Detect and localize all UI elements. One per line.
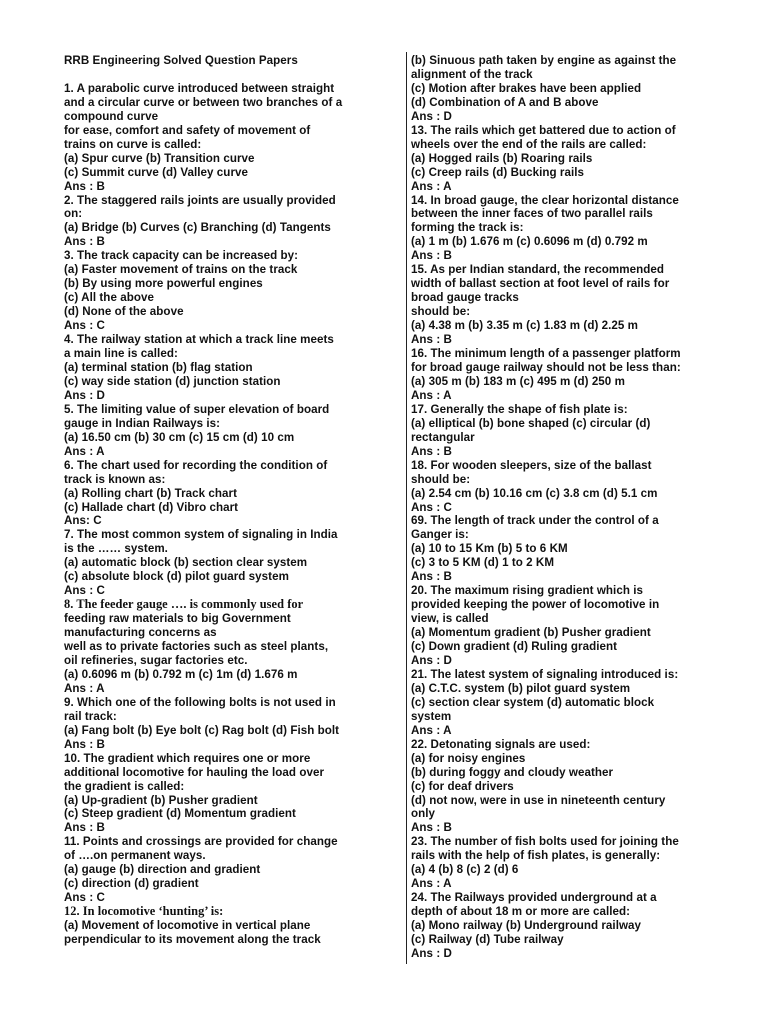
text-line: (a) C.T.C. system (b) pilot guard system xyxy=(411,681,631,695)
text-line: (c) absolute block (d) pilot guard system xyxy=(64,570,289,584)
text-line xyxy=(64,68,404,82)
text-line: should be: xyxy=(411,472,471,486)
text-line: Ans : A xyxy=(411,723,452,737)
text-line: (c) for deaf drivers xyxy=(411,779,514,793)
text-line: (c) Motion after brakes have been applied xyxy=(411,81,642,95)
text-line: 3. The track capacity can be increased by: xyxy=(64,249,299,263)
text-line: (a) automatic block (b) section clear system xyxy=(64,556,308,570)
text-line: 18. For wooden sleepers, size of the ballast xyxy=(411,458,652,472)
text-line: provided keeping the power of locomotive in xyxy=(411,598,660,612)
text-line: (c) Creep rails (d) Bucking rails xyxy=(411,165,585,179)
text-line: RRB Engineering Solved Question Papers xyxy=(64,54,298,67)
text-line: 9. Which one of the following bolts is not used in xyxy=(64,695,336,709)
text-line: Ans : A xyxy=(64,444,105,458)
text-line: (c) Railway (d) Tube railway xyxy=(411,933,564,947)
text-line: Ans : D xyxy=(411,653,452,667)
text-line: additional locomotive for hauling the load over xyxy=(64,765,325,779)
text-line: (b) during foggy and cloudy weather xyxy=(411,765,614,779)
text-line: (a) 2.54 cm (b) 10.16 cm (c) 3.8 cm (d) 5.1 cm xyxy=(411,486,658,500)
text-line: Ans : D xyxy=(411,109,452,123)
text-line: (c) 3 to 5 KM (d) 1 to 2 KM xyxy=(411,556,555,570)
text-line: 1. A parabolic curve introduced between straight xyxy=(64,81,335,95)
text-line: is the …… system. xyxy=(64,542,168,556)
text-line: (b) By using more powerful engines xyxy=(64,277,263,291)
text-line: 11. Points and crossings are provided for change xyxy=(64,835,338,849)
text-line: (a) Spur curve (b) Transition curve xyxy=(64,151,255,165)
text-line: 21. The latest system of signaling introduced is: xyxy=(411,667,679,681)
text-line: 10. The gradient which requires one or more xyxy=(64,751,311,765)
text-line: 24. The Railways provided underground at a xyxy=(411,891,657,905)
text-line: Ans : D xyxy=(411,947,452,960)
text-line: (a) Rolling chart (b) Track chart xyxy=(64,486,238,500)
text-line: (a) Hogged rails (b) Roaring rails xyxy=(411,151,593,165)
text-line: wheels over the end of the rails are called: xyxy=(411,137,647,151)
text-line: Ans : C xyxy=(64,319,105,333)
text-line: between the inner faces of two parallel rails xyxy=(411,207,653,221)
text-line: Ans : B xyxy=(64,737,105,751)
text-line: (a) 16.50 cm (b) 30 cm (c) 15 cm (d) 10 cm xyxy=(64,430,295,444)
right-text-column xyxy=(411,54,711,961)
text-line: for broad gauge railway should not be less than: xyxy=(411,360,681,374)
text-line: 17. Generally the shape of fish plate is: xyxy=(411,402,628,416)
text-line: 2. The staggered rails joints are usually provided xyxy=(64,193,336,207)
text-line: trains on curve is called: xyxy=(64,137,202,151)
text-line: (c) Down gradient (d) Ruling gradient xyxy=(411,640,618,654)
text-line: the gradient is called: xyxy=(64,779,185,793)
text-line: Ans : A xyxy=(411,388,452,402)
text-line: Ans : A xyxy=(411,877,452,891)
text-line: alignment of the track xyxy=(411,67,533,81)
text-line: broad gauge tracks xyxy=(411,291,519,305)
text-line: a main line is called: xyxy=(64,347,178,361)
text-line: Ans : B xyxy=(64,235,105,249)
text-line: (c) direction (d) gradient xyxy=(64,877,199,891)
text-line: (a) Mono railway (b) Underground railway xyxy=(411,919,642,933)
text-line: Ans : B xyxy=(64,179,105,193)
text-line: Ans : B xyxy=(411,333,452,347)
text-line: Ans : A xyxy=(64,681,105,695)
text-line: (a) gauge (b) direction and gradient xyxy=(64,863,261,877)
text-line: system xyxy=(411,709,452,723)
text-line: for ease, comfort and safety of movement of xyxy=(64,123,311,137)
text-line: (c) section clear system (d) automatic block xyxy=(411,695,655,709)
text-line: (b) Sinuous path taken by engine as against the xyxy=(411,54,677,67)
text-line: only xyxy=(411,807,436,821)
text-line: (a) 305 m (b) 183 m (c) 495 m (d) 250 m xyxy=(411,374,625,388)
text-line: Ans : B xyxy=(411,249,452,263)
text-line: (a) 0.6096 m (b) 0.792 m (c) 1m (d) 1.676 m xyxy=(64,667,298,681)
text-line: (a) 4.38 m (b) 3.35 m (c) 1.83 m (d) 2.25 m xyxy=(411,319,639,333)
text-line: and a circular curve or between two branches of a xyxy=(64,95,343,109)
text-line: (a) Fang bolt (b) Eye bolt (c) Rag bolt (d) Fish bolt xyxy=(64,723,340,737)
text-line: Ans: C xyxy=(64,514,102,528)
text-line: 14. In broad gauge, the clear horizontal distance xyxy=(411,193,679,207)
text-line: (a) Momentum gradient (b) Pusher gradient xyxy=(411,626,651,640)
text-line: (c) Steep gradient (d) Momentum gradient xyxy=(64,807,296,821)
column-divider-line xyxy=(406,52,407,964)
text-line: on: xyxy=(64,207,83,221)
text-line: (c) way side station (d) junction station xyxy=(64,374,281,388)
text-line: perpendicular to its movement along the track xyxy=(64,933,321,947)
text-line: 6. The chart used for recording the condition of xyxy=(64,458,328,472)
text-line: (a) 4 (b) 8 (c) 2 (d) 6 xyxy=(411,863,519,877)
text-line: (a) Bridge (b) Curves (c) Branching (d) Tangents xyxy=(64,221,331,235)
text-line: (a) Movement of locomotive in vertical plane xyxy=(64,919,311,933)
text-line: Ans : D xyxy=(64,388,105,402)
text-line: Ans : B xyxy=(411,444,452,458)
text-line: 20. The maximum rising gradient which is xyxy=(411,584,644,598)
text-line: manufacturing concerns as xyxy=(64,626,217,640)
text-line: rails with the help of fish plates, is generally: xyxy=(411,849,661,863)
text-line: rectangular xyxy=(411,430,475,444)
text-line: Ans : C xyxy=(64,584,105,598)
text-line: (c) Summit curve (d) Valley curve xyxy=(64,165,248,179)
text-line: 22. Detonating signals are used: xyxy=(411,737,591,751)
text-line: (a) 10 to 15 Km (b) 5 to 6 KM xyxy=(411,542,568,556)
text-line: 13. The rails which get battered due to action of xyxy=(411,123,676,137)
text-line: oil refineries, sugar factories etc. xyxy=(64,653,248,667)
text-line: Ans : C xyxy=(64,891,105,905)
text-line: Ans : A xyxy=(411,179,452,193)
text-line: Ans : B xyxy=(411,570,452,584)
text-line: Ans : C xyxy=(411,500,452,514)
text-line: (a) 1 m (b) 1.676 m (c) 0.6096 m (d) 0.792 m xyxy=(411,235,648,249)
text-line: 5. The limiting value of super elevation of board xyxy=(64,402,330,416)
text-line: gauge in Indian Railways is: xyxy=(64,416,221,430)
text-line: (a) for noisy engines xyxy=(411,751,526,765)
text-line: (c) Hallade chart (d) Vibro chart xyxy=(64,500,239,514)
text-line: width of ballast section at foot level of rails for xyxy=(411,277,670,291)
text-line: (d) None of the above xyxy=(64,305,184,319)
text-line: rail track: xyxy=(64,709,117,723)
text-line: Ans : B xyxy=(411,821,452,835)
text-line: Ans : B xyxy=(64,821,105,835)
text-line: depth of about 18 m or more are called: xyxy=(411,905,631,919)
text-line: (a) terminal station (b) flag station xyxy=(64,360,253,374)
text-line: forming the track is: xyxy=(411,221,524,235)
left-text-column xyxy=(64,54,404,947)
text-line: 12. In locomotive ‘hunting’ is: xyxy=(64,904,224,919)
text-line: (d) Combination of A and B above xyxy=(411,95,599,109)
text-line: (d) not now, were in use in nineteenth century xyxy=(411,793,666,807)
text-line: 23. The number of fish bolts used for joining the xyxy=(411,835,679,849)
text-line: well as to private factories such as steel plants, xyxy=(64,640,329,654)
text-line: 16. The minimum length of a passenger platform xyxy=(411,347,681,361)
text-line: of ….on permanent ways. xyxy=(64,849,206,863)
text-line: (a) Faster movement of trains on the track xyxy=(64,263,298,277)
text-line: (a) Up-gradient (b) Pusher gradient xyxy=(64,793,258,807)
text-line: compound curve xyxy=(64,109,159,123)
text-line: view, is called xyxy=(411,612,489,626)
text-line: track is known as: xyxy=(64,472,166,486)
text-line: 15. As per Indian standard, the recommended xyxy=(411,263,664,277)
text-line: Ganger is: xyxy=(411,528,469,542)
text-line: 4. The railway station at which a track line meets xyxy=(64,333,334,347)
text-line: (c) All the above xyxy=(64,291,154,305)
text-line: 8. The feeder gauge …. is commonly used for xyxy=(64,597,304,612)
text-line: 7. The most common system of signaling in India xyxy=(64,528,338,542)
text-line: should be: xyxy=(411,305,471,319)
text-line: 69. The length of track under the control of a xyxy=(411,514,659,528)
text-line: feeding raw materials to big Government xyxy=(64,612,291,626)
text-line: (a) elliptical (b) bone shaped (c) circular (d) xyxy=(411,416,651,430)
